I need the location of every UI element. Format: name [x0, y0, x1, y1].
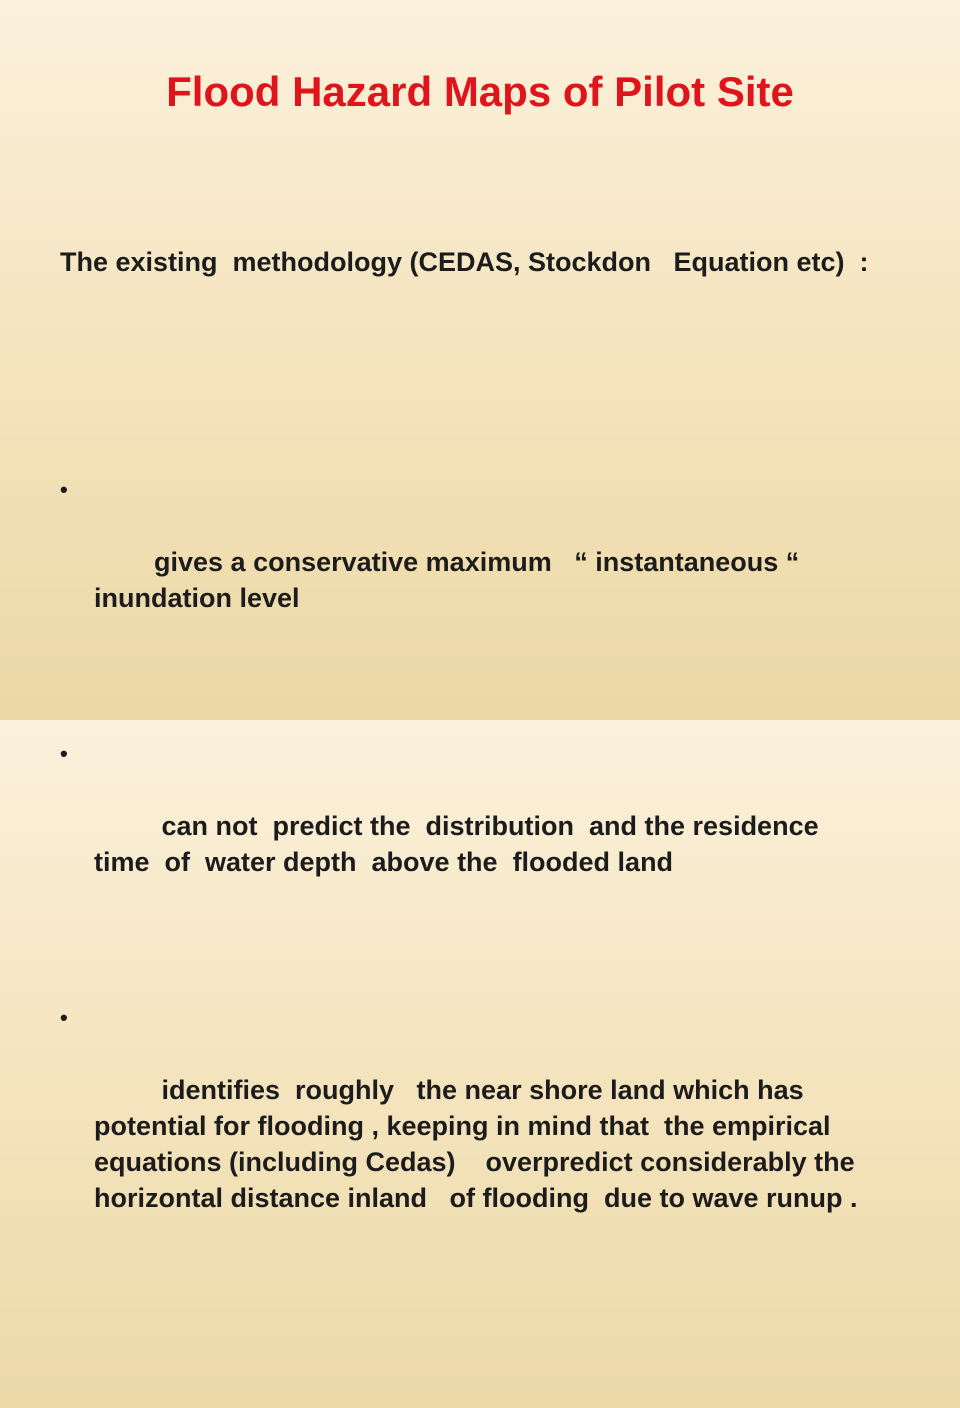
- bullet-item: [60, 1000, 880, 1252]
- bullet-item: [60, 736, 880, 916]
- slide-title: Flood Hazard Maps of Pilot Site: [166, 68, 794, 115]
- bullet-list: [60, 400, 880, 1336]
- bullet-icon: •: [60, 741, 68, 766]
- bullet-icon: •: [60, 1005, 68, 1030]
- intro-text: The existing methodology (CEDAS, Stockdon Equation etc) :: [60, 247, 869, 277]
- bullet-icon: •: [60, 477, 68, 502]
- bullet-text: can not predict the distribution and the residence time of water depth above the flooded land: [94, 811, 827, 877]
- slide-body: [60, 172, 880, 1408]
- bullet-text: identifies roughly the near shore land which has potential for flooding , keeping in mind that the empirical equations (including Cedas) overpredict considerably the horizontal distance inland of flooding due to wave runup .: [94, 1075, 870, 1213]
- bullet-item: [60, 472, 880, 652]
- bullet-text: gives a conservative maximum “ instantaneous “ inundation level: [94, 547, 807, 613]
